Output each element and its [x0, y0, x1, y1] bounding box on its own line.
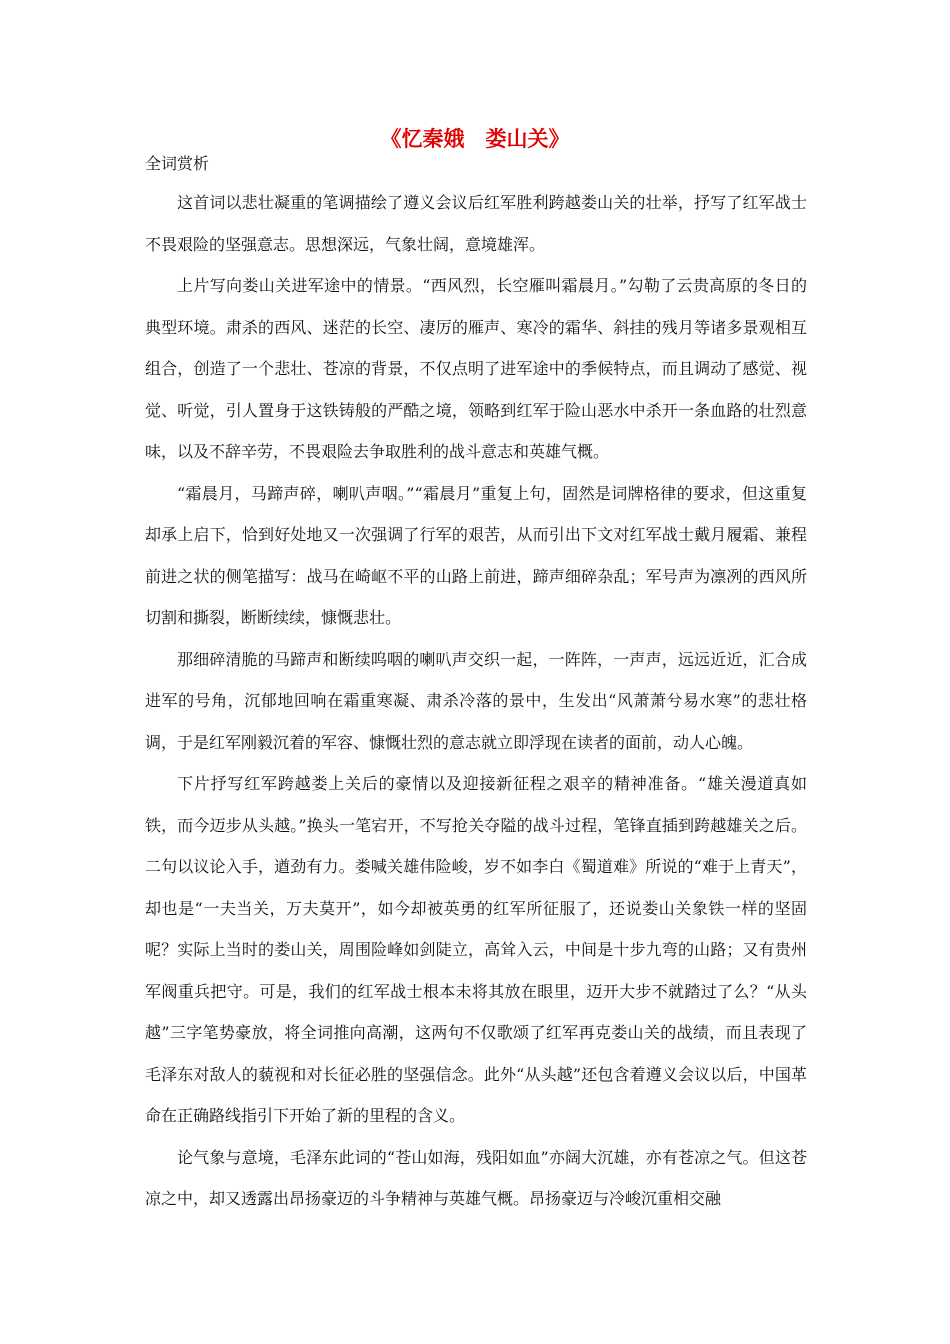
- paragraph-6: 论气象与意境，毛泽东此词的“苍山如海，残阳如血”亦阔大沉雄，亦有苍凉之气。但这苍凉之中，却又透露出昂扬豪迈的斗争精神与英雄气概。昂扬豪迈与冷峻沉重相交融: [145, 1147, 807, 1208]
- section-label: 全词赏析: [145, 154, 210, 173]
- document-title: 《忆秦娥 娄山关》: [380, 127, 570, 151]
- document-body: [145, 182, 807, 1220]
- paragraph-4: 那细碎清脆的马蹄声和断续呜咽的喇叭声交织一起，一阵阵，一声声，远远近近，汇合成进军的号角，沉郁地回响在霜重寒凝、肃杀冷落的景中，生发出“风萧萧兮易水寒”的悲壮格调，于是红军刚毅沉着的军容、慷慨壮烈的意志就立即浮现在读者的面前，动人心魄。: [145, 649, 807, 752]
- paragraph-2: 上片写向娄山关进军途中的情景。“西风烈，长空雁叫霜晨月。”勾勒了云贵高原的冬日的典型环境。肃杀的西风、迷茫的长空、凄厉的雁声、寒冷的霜华、斜挂的残月等诸多景观相互组合，创造了一个悲壮、苍凉的背景，不仅点明了进军途中的季候特点，而且调动了感觉、视觉、听觉，引人置身于这铁铸般的严酷之境，领略到红军于险山恶水中杀开一条血路的壮烈意味，以及不辞辛劳，不畏艰险去争取胜利的战斗意志和英雄气概。: [145, 276, 807, 461]
- paragraph-3: “霜晨月，马蹄声碎，喇叭声咽。”“霜晨月”重复上句，固然是词牌格律的要求，但这重复却承上启下，恰到好处地又一次强调了行军的艰苦，从而引出下文对红军战士戴月履霜、兼程前进之状的侧笔描写：战马在崎岖不平的山路上前进，蹄声细碎杂乱；军号声为凛冽的西风所切割和撕裂，断断续续，慷慨悲壮。: [145, 483, 807, 627]
- paragraph-1: 这首词以悲壮凝重的笔调描绘了遵义会议后红军胜利跨越娄山关的壮举，抒写了红军战士不畏艰险的坚强意志。思想深远，气象壮阔，意境雄浑。: [145, 193, 807, 254]
- paragraph-5: 下片抒写红军跨越娄上关后的豪情以及迎接新征程之艰辛的精神准备。“雄关漫道真如铁，而今迈步从头越。”换头一笔宕开，不写抢关夺隘的战斗过程，笔锋直插到跨越雄关之后。二句以议论入手，遒劲有力。娄喊关雄伟险峻，岁不如李白《蜀道难》所说的“难于上青天”，却也是“一夫当关，万夫莫开”，如今却被英勇的红军所征服了，还说娄山关象铁一样的坚固呢？实际上当时的娄山关，周围险峰如剑陡立，高耸入云，中间是十步九弯的山路；又有贵州军阀重兵把守。可是，我们的红军战士根本未将其放在眼里，迈开大步不就踏过了么？“从头越”三字笔势豪放，将全词推向高潮，这两句不仅歌颂了红军再克娄山关的战绩，而且表现了毛泽东对敌人的藐视和对长征必胜的坚强信念。此外“从头越”还包含着遵义会议以后，中国革命在正确路线指引下开始了新的里程的含义。: [145, 774, 807, 1125]
